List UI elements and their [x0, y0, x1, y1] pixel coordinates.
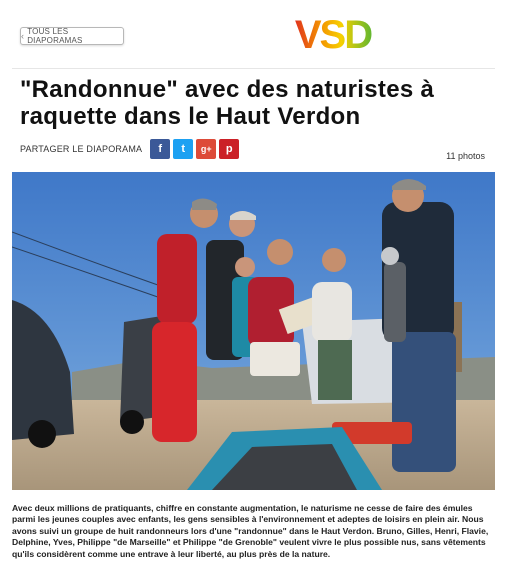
back-button-label: TOUS LES DIAPORAMAS — [27, 27, 83, 45]
share-label: PARTAGER LE DIAPORAMA — [20, 144, 143, 154]
google-plus-icon: g+ — [200, 144, 212, 154]
google-plus-share-button[interactable] — [196, 139, 216, 159]
back-to-slideshows-button[interactable] — [20, 27, 124, 45]
vsd-logo[interactable] — [285, 8, 381, 56]
header-divider — [12, 68, 495, 69]
facebook-share-button[interactable] — [150, 139, 170, 159]
chevron-left-icon: ‹ — [21, 30, 25, 41]
twitter-icon: t — [181, 143, 186, 155]
twitter-share-button[interactable] — [173, 139, 193, 159]
pinterest-share-button[interactable] — [219, 139, 239, 159]
facebook-icon: f — [158, 143, 163, 155]
logo-text: VSD — [294, 13, 372, 56]
slideshow-photo[interactable] — [12, 172, 495, 490]
photo-caption: Avec deux millions de pratiquants, chiffre en constante augmentation, le naturisme ne cesse de faire des émules parmi les jeunes couples avec enfants, les gens sensibles à l'environnement et adeptes de loisirs en plein air. Nous avons suivi un groupe de huit randonneurs lors d'une "randonnue" dans le Haut Verdon. Bruno, Gilles, Henri, Flavie, Delphine, Yves, Philippe "de Marseille" et Philippe "de Grenoble" veulent vivre le plus possible nus, sans vêtements qu'ils considèrent comme une entrave à leur liberté, au plus près de la nature. — [12, 503, 489, 559]
pinterest-icon: p — [225, 143, 233, 155]
share-bar — [20, 138, 242, 160]
photos-count: 11 photos — [446, 151, 485, 161]
page-title: "Randonnue" avec des naturistes à raquette dans le Haut Verdon — [20, 76, 435, 130]
